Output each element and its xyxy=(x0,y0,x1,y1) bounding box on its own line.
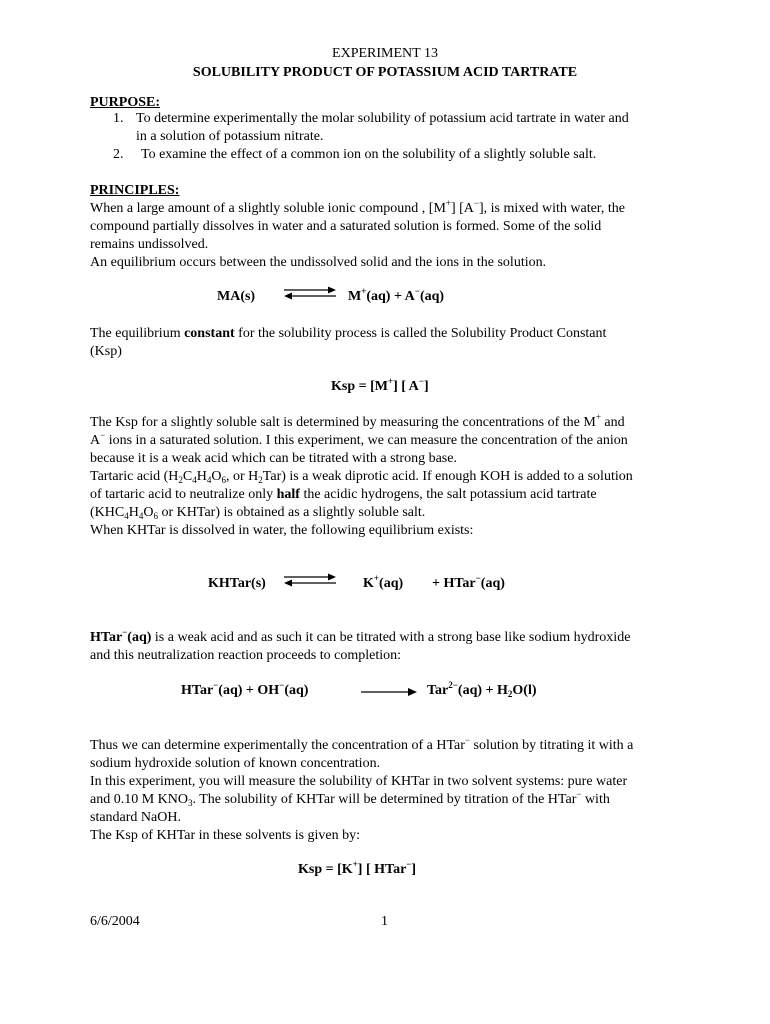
principles-paragraph-2-line-1: The equilibrium constant for the solubility process is called the Solubility Product Constant xyxy=(90,326,607,341)
principles-paragraph-5-line-1: Thus we can determine experimentally the concentration of a HTar− solution by titrating it with a xyxy=(90,735,634,753)
principles-paragraph-3-line-1: The Ksp for a slightly soluble salt is determined by measuring the concentrations of the M+ and xyxy=(90,412,625,430)
equation-3-reactants: HTar−(aq) + OH−(aq) xyxy=(181,680,309,698)
equilibrium-arrow-icon xyxy=(282,573,338,587)
purpose-item-2-line-1: To examine the effect of a common ion on the solubility of a slightly soluble salt. xyxy=(141,147,597,162)
equation-2-reactant: KHTar(s) xyxy=(208,576,266,591)
principles-paragraph-5-line-2: sodium hydroxide solution of known concentration. xyxy=(90,756,381,771)
principles-paragraph-1-line-4: An equilibrium occurs between the undissolved solid and the ions in the solution. xyxy=(90,255,547,270)
principles-paragraph-4-line-2: and this neutralization reaction proceeds to completion: xyxy=(90,648,402,663)
ksp-expression-2: Ksp = [K+] [ HTar−] xyxy=(298,859,417,877)
principles-paragraph-3-line-4: Tartaric acid ($H_2C_4H_4O_6$, or $H_2Tar$) is a weak diprotic acid. If enough KOH is added to a solution xyxy=(90,469,633,485)
footer-date: 6/6/2004 xyxy=(90,914,140,929)
experiment-number: EXPERIMENT 13 xyxy=(332,46,438,61)
principles-paragraph-3-line-6: ($KHC_4H_4O_6$ or KHTar) is obtained as a slightly soluble salt. xyxy=(90,505,426,521)
principles-paragraph-5-line-6: The Ksp of KHTar in these solvents is given by: xyxy=(90,828,361,843)
purpose-item-1-line-2: in a solution of potassium nitrate. xyxy=(136,129,324,144)
page-number: 1 xyxy=(381,914,388,929)
principles-paragraph-5-line-3: In this experiment, you will measure the solubility of KHTar in two solvent systems: pure water xyxy=(90,774,628,789)
principles-heading: PRINCIPLES: xyxy=(90,183,180,198)
equilibrium-arrow-icon xyxy=(282,286,338,300)
document-title: SOLUBILITY PRODUCT OF POTASSIUM ACID TARTRATE xyxy=(192,65,578,80)
principles-paragraph-5-line-5: standard NaOH. xyxy=(90,810,181,825)
equation-3-products: $Tar^{2-}(aq) + H_2O(l)$ xyxy=(427,680,537,699)
reaction-arrow-icon xyxy=(361,686,419,698)
principles-paragraph-3-line-3: because it is a weak acid which can be titrated with a strong base. xyxy=(90,451,457,466)
principles-paragraph-1-line-3: remains undissolved. xyxy=(90,237,209,252)
principles-paragraph-5-line-4: and 0.10 M $KNO_3$. The solubility of KHTar will be determined by titration of the HTar− with xyxy=(90,789,610,808)
purpose-item-1-number: 1. xyxy=(113,111,124,126)
equation-2-product-2: + HTar−(aq) xyxy=(432,573,505,591)
principles-paragraph-3-line-7: When KHTar is dissolved in water, the following equilibrium exists: xyxy=(90,523,474,538)
principles-paragraph-1-line-2: compound partially dissolves in water and a saturated solution is formed. Some of the solid xyxy=(90,219,602,234)
purpose-item-1-line-1: To determine experimentally the molar solubility of potassium acid tartrate in water and xyxy=(136,111,629,126)
principles-paragraph-2-line-2: (Ksp) xyxy=(90,344,122,359)
principles-paragraph-1-line-1: When a large amount of a slightly soluble ionic compound , [M+] [A−], is mixed with water, the xyxy=(90,198,626,216)
principles-paragraph-3-line-5: of tartaric acid to neutralize only half the acidic hydrogens, the salt potassium acid tartrate xyxy=(90,487,597,502)
purpose-heading: PURPOSE: xyxy=(90,95,160,110)
equation-1-reactant: MA(s) xyxy=(217,289,256,304)
equation-1-products: M+(aq) + A−(aq) xyxy=(348,286,445,304)
ksp-expression-1: Ksp = [M+] [ A−] xyxy=(331,376,429,394)
principles-paragraph-4-line-1: HTar−(aq) is a weak acid and as such it can be titrated with a strong base like sodium hydroxide xyxy=(90,627,631,645)
principles-paragraph-3-line-2: A− ions in a saturated solution. I this experiment, we can measure the concentration of the anion xyxy=(90,430,628,448)
purpose-item-2-number: 2. xyxy=(113,147,124,162)
equation-2-product-1: K+(aq) xyxy=(363,573,404,591)
